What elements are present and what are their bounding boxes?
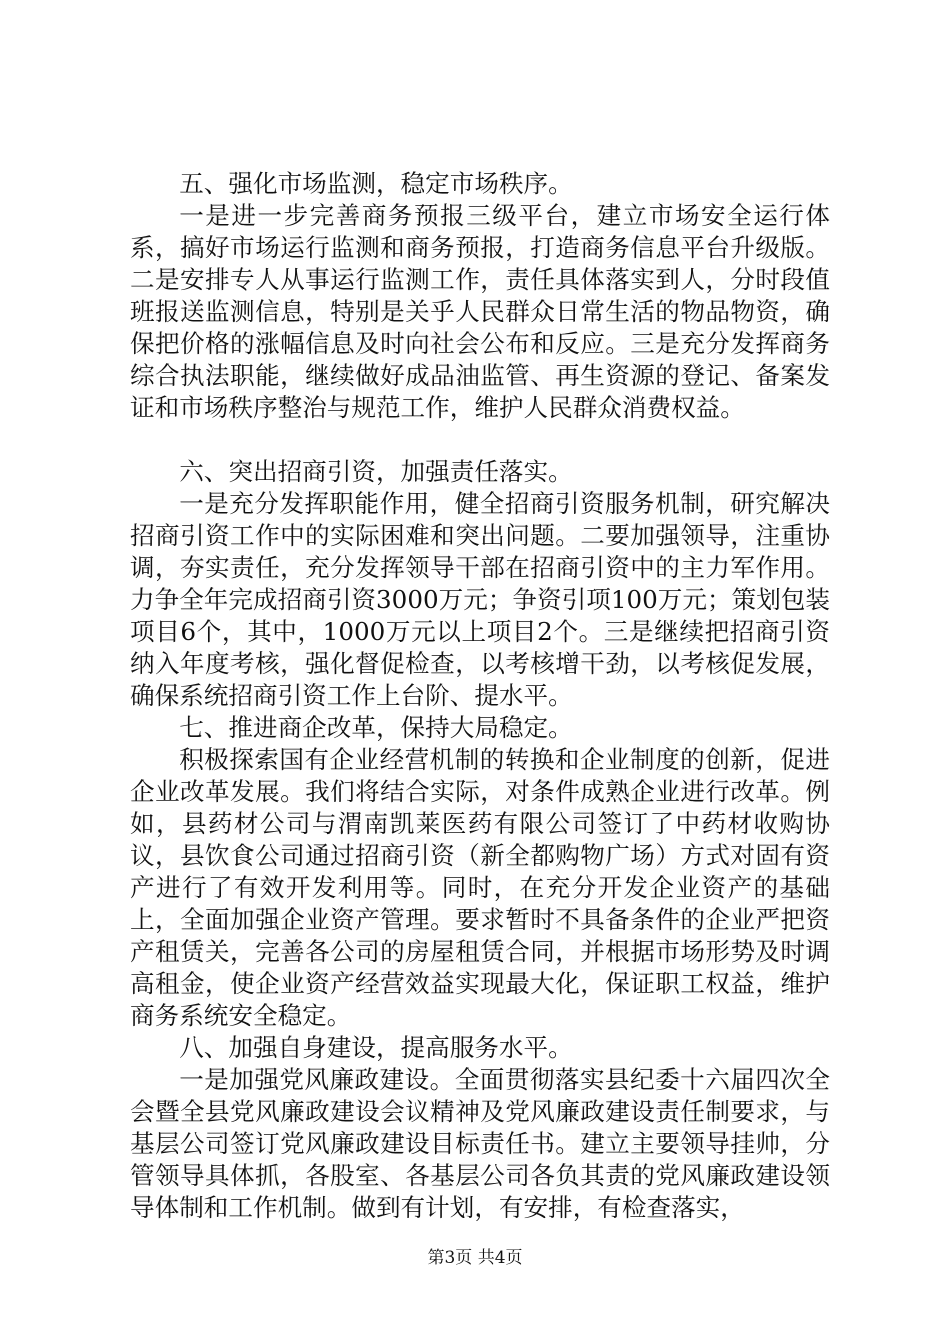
document-body [130, 168, 830, 1224]
paragraph-investment: 一是充分发挥职能作用，健全招商引资服务机制，研究解决招商引资工作中的实际困难和突出问题。二要加强领导，注重协调，夯实责任，充分发挥领导干部在招商引资中的主力军作用。力争全年完成招商引资3000万元；争资引项100万元；策划包装项目6个，其中，1000万元以上项目2个。三是继续把招商引资纳入年度考核，强化督促检查，以考核增干劲，以考核促发展，确保系统招商引资工作上台阶、提水平。 [130, 489, 830, 710]
paragraph-self-construction: 一是加强党风廉政建设。全面贯彻落实县纪委十六届四次全会暨全县党风廉政建设会议精神及党风廉政建设责任制要求，与基层公司签订党风廉政建设目标责任书。建立主要领导挂帅，分管领导具体抓，各股室、各基层公司各负其责的党风廉政建设领导体制和工作机制。做到有计划，有安排，有检查落实， [130, 1065, 830, 1222]
section-heading-7: 七、推进商企改革，保持大局稳定。 [179, 713, 573, 742]
section-heading-8: 八、加强自身建设，提高服务水平。 [179, 1033, 573, 1062]
paragraph-market-monitoring: 一是进一步完善商务预报三级平台，建立市场安全运行体系，搞好市场运行监测和商务预报，打造商务信息平台升级版。二是安排专人从事运行监测工作，责任具体落实到人，分时段值班报送监测信息，特别是关乎人民群众日常生活的物品物资，确保把价格的涨幅信息及时向社会公布和反应。三是充分发挥商务综合执法职能，继续做好成品油监管、再生资源的登记、备案发证和市场秩序整治与规范工作，维护人民群众消费权益。 [130, 201, 830, 422]
paragraph-enterprise-reform: 积极探索国有企业经营机制的转换和企业制度的创新，促进企业改革发展。我们将结合实际，对条件成熟企业进行改革。例如，县药材公司与渭南凯莱医药有限公司签订了中药材收购协议，县饮食公司通过招商引资（新全都购物广场）方式对固有资产进行了有效开发利用等。同时，在充分开发企业资产的基础上，全面加强企业资产管理。要求暂时不具备条件的企业严把资产租赁关，完善各公司的房屋租赁合同，并根据市场形势及时调高租金，使企业资产经营效益实现最大化，保证职工权益，维护商务系统安全稳定。 [130, 745, 830, 1030]
section-heading-6: 六、突出招商引资，加强责任落实。 [179, 457, 573, 486]
section-heading-5: 五、强化市场监测，稳定市场秩序。 [179, 169, 573, 198]
page-number: 第3页 共4页 [427, 1248, 523, 1268]
page-footer [0, 1247, 950, 1269]
